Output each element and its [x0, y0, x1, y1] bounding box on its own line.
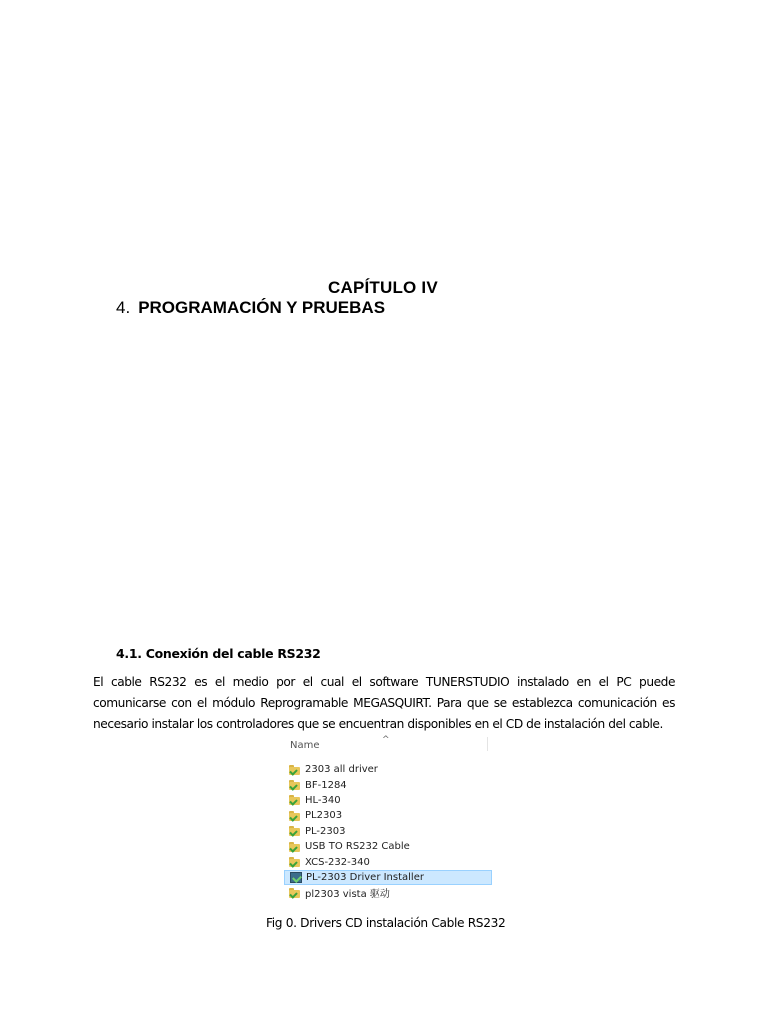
- file-name: 2303 all driver: [305, 764, 378, 776]
- file-row: [284, 793, 492, 808]
- file-name: PL2303: [305, 810, 343, 822]
- file-name: pl2303 vista 驱动: [305, 889, 390, 901]
- figure-caption: Fig 0. Drivers CD instalación Cable RS232: [266, 916, 506, 930]
- folder-icon: [289, 795, 300, 805]
- folder-icon: [289, 826, 300, 836]
- folder-icon: [289, 765, 300, 775]
- folder-icon: [289, 888, 300, 898]
- file-name: PL-2303: [305, 825, 346, 837]
- file-row: [284, 854, 492, 869]
- subsection-heading: 4.1. Conexión del cable RS232: [116, 646, 321, 661]
- folder-icon: [289, 857, 300, 867]
- file-name: PL-2303 Driver Installer: [306, 871, 424, 883]
- file-name: BF-1284: [305, 779, 347, 791]
- folder-icon: [289, 780, 300, 790]
- section-number: 4.: [116, 298, 131, 317]
- sort-arrow-icon: ^: [382, 735, 390, 745]
- file-row: [284, 824, 492, 839]
- folder-icon: [289, 842, 300, 852]
- file-row: [284, 885, 492, 900]
- folder-icon: [289, 811, 300, 821]
- section-title: PROGRAMACIÓN Y PRUEBAS: [138, 298, 386, 317]
- file-name: XCS-232-340: [305, 856, 370, 868]
- section-heading: [116, 298, 385, 318]
- file-row: [284, 777, 492, 792]
- file-name: USB TO RS232 Cable: [305, 841, 410, 853]
- column-divider: [487, 737, 488, 751]
- file-name: HL-340: [305, 794, 341, 806]
- chapter-title: CAPÍTULO IV: [328, 278, 438, 297]
- file-row: [284, 762, 492, 777]
- file-list: [284, 762, 492, 901]
- file-explorer-screenshot: [284, 735, 492, 905]
- file-row: [284, 839, 492, 854]
- file-row: [284, 808, 492, 823]
- name-column-header: Name: [290, 740, 320, 751]
- file-row-selected: [284, 870, 492, 885]
- installer-icon: [290, 872, 302, 883]
- body-paragraph: El cable RS232 es el medio por el cual el software TUNERSTUDIO instalado en el PC puede comunicarse con el módulo Reprogramable MEGASQUIRT. Para que se establezca comunicación es necesario instalar los controladores que se encuentran disponibles en el CD de instalación del cable.: [93, 675, 675, 731]
